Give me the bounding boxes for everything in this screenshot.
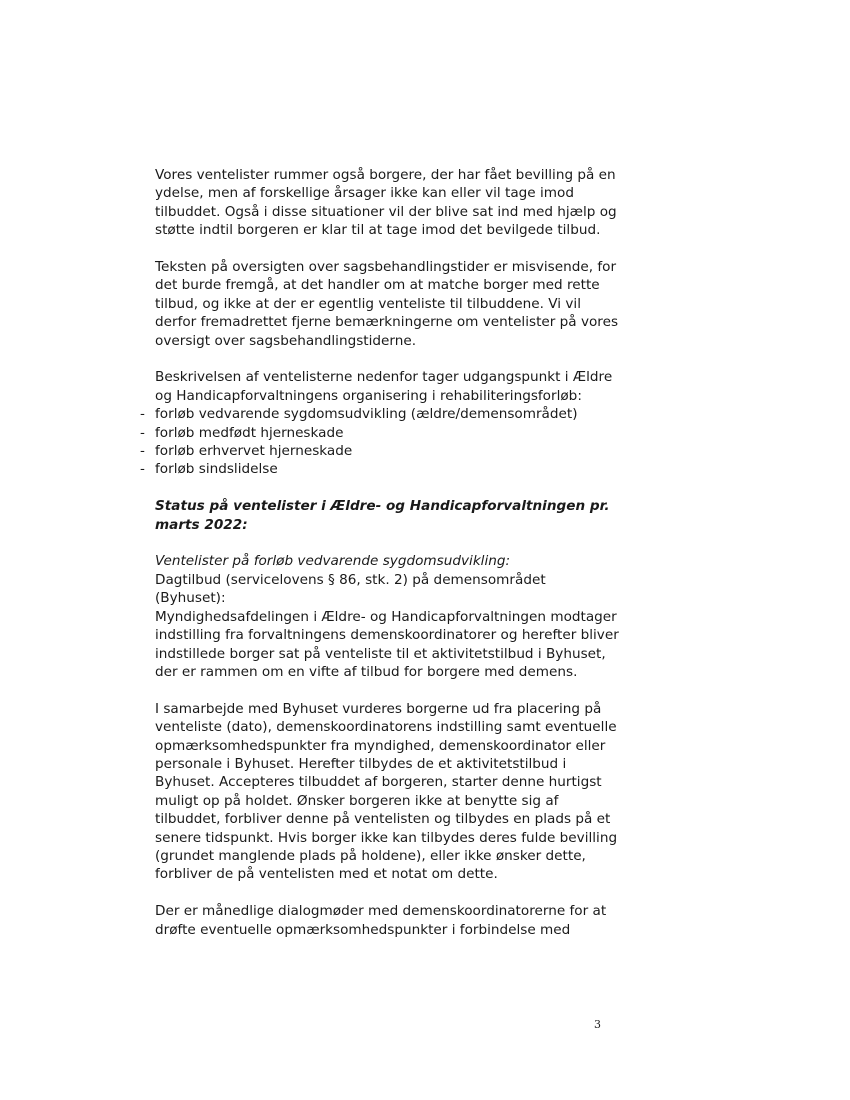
page-body [140,166,625,939]
paragraph-gap [155,884,625,902]
bullet-marker: - [140,424,145,441]
list-item [140,424,625,442]
bullet-marker: - [140,443,145,460]
paragraph-dialog-meetings: Der er månedlige dialogmøder med demenskoordinatorerne for at drøfte eventuelle opmærksomhedspunkter i forbindelse med [155,903,607,938]
paragraph-gap [155,681,625,699]
paragraph-gap [155,534,625,552]
page-number: 3 [594,1018,601,1031]
paragraph-gap [155,479,625,497]
paragraph-gap [155,240,625,258]
paragraph-overview-text: Teksten på oversigten over sagsbehandlingstider er misvisende, for det burde fremgå, at det handler om at matche borger med rette tilbud, og ikke at der er egentlig venteliste til tilbuddene. Vi vil derfor fremadrettet fjerne bemærkningerne om ventelister på vores oversigt over sagsbehandlingstiderne. [155,259,619,349]
list-item-text: forløb sindslidelse [155,461,278,478]
list-item-text: forløb medfødt hjerneskade [155,424,344,441]
list-item [140,460,625,478]
list-item-text: forløb erhvervet hjerneskade [155,443,353,460]
paragraph-day-offer-title: Dagtilbud (servicelovens § 86, stk. 2) på demensområdet (Byhuset): [155,571,546,607]
section-heading: Status på ventelister i Ældre- og Handicapforvaltningen pr. marts 2022: [155,498,610,533]
paragraph-gap [155,350,625,368]
bullet-marker: - [140,406,145,423]
list-item [140,405,625,423]
list-item-text: forløb vedvarende sygdomsudvikling (ældre/demensområdet) [155,406,578,423]
paragraph-description-intro: Beskrivelsen af ventelisterne nedenfor tager udgangspunkt i Ældre og Handicapforvaltningens organisering i rehabiliteringsforløb: [155,369,613,404]
list-item [140,442,625,460]
rehabilitation-course-list [140,405,625,479]
paragraph-byhuset-assessment: I samarbejde med Byhuset vurderes borgerne ud fra placering på venteliste (dato), demenskoordinatorens indstilling samt eventuelle opmærksomhedspunkter fra myndighed, demenskoordinator eller personale i Byhuset. Herefter tilbydes de et aktivitetstilbud i Byhuset. Accepteres tilbuddet af borgeren, starter denne hurtigst muligt op på holdet. Ønsker borgeren ikke at benytte sig af tilbuddet, forbliver denne på ventelisten og tilbydes en plads på et senere tidspunkt. Hvis borger ikke kan tilbydes deres fulde bevilling (grundet manglende plads på holdene), eller ikke ønsker dette, forbliver de på ventelisten med et notat om dette. [155,700,618,883]
section-subheading: Ventelister på forløb vedvarende sygdomsudvikling: [155,553,511,570]
paragraph-waitlist-citizens: Vores ventelister rummer også borgere, der har fået bevilling på en ydelse, men af forskellige årsager ikke kan eller vil tage imod tilbuddet. Også i disse situationer vil der blive sat ind med hjælp og støtte indtil borgeren er klar til at tage imod det bevilgede tilbud. [155,167,617,239]
paragraph-day-offer-body: Myndighedsafdelingen i Ældre- og Handicapforvaltningen modtager indstilling fra forvaltningens demenskoordinatorer og herefter bliver indstillede borger sat på venteliste til et aktivitetstilbud i Byhuset, der er rammen om en vifte af tilbud for borgere med demens. [155,608,619,680]
bullet-marker: - [140,461,145,478]
